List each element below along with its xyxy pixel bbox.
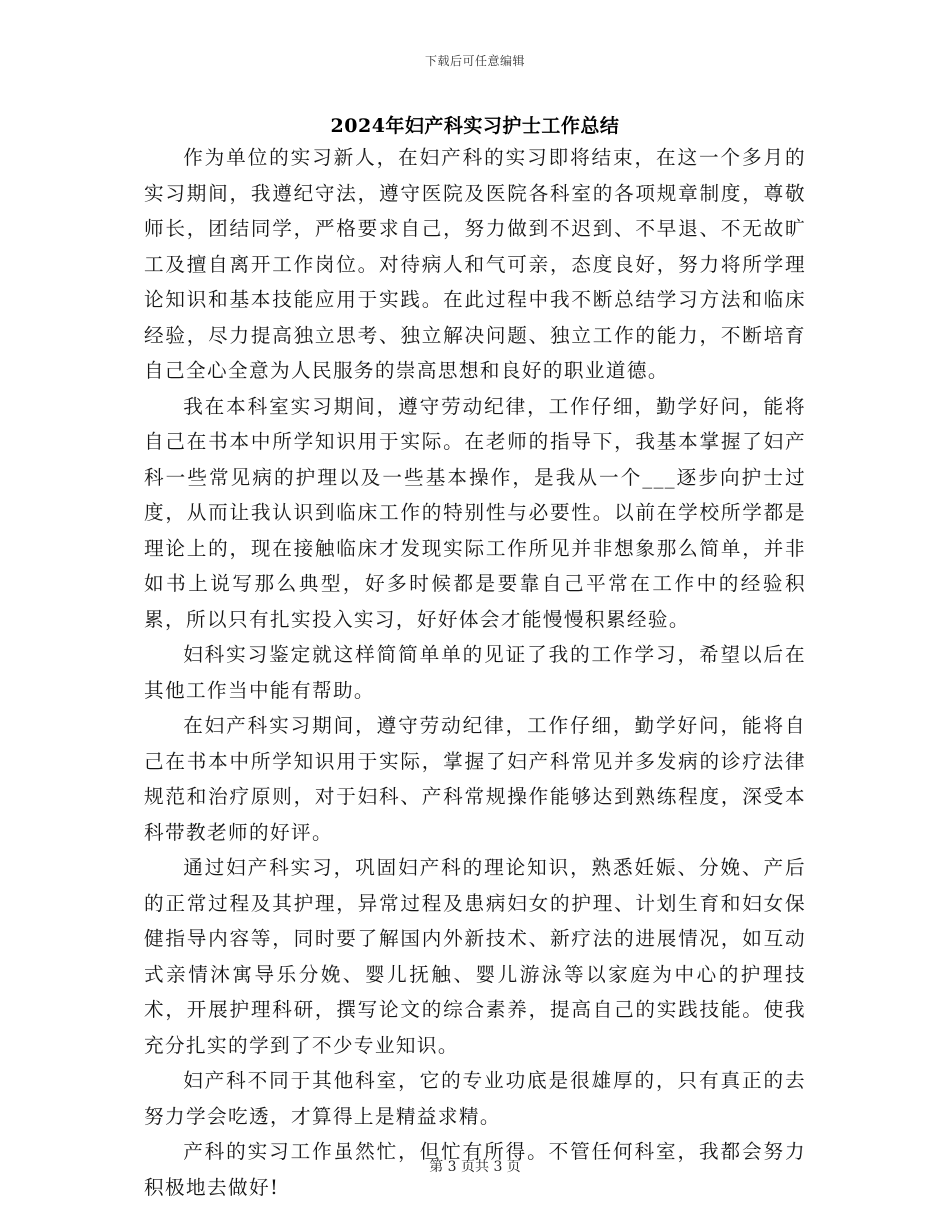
document-title: 2024年妇产科实习护士工作总结	[330, 115, 620, 137]
page-footer: 第 3 页共 3 页	[429, 1159, 521, 1175]
paragraph-4: 在妇产科实习期间，遵守劳动纪律，工作仔细，勤学好问，能将自己在书本中所学知识用于实际，掌握了妇产科常见并多发病的诊疗法律规范和治疗原则，对于妇科、产科常规操作能够达到熟练程度，深受本科带教老师的好评。	[144, 714, 806, 844]
document-body	[144, 140, 806, 1205]
header-note: 下载后可任意编辑	[424, 54, 525, 68]
paragraph-2: 我在本科室实习期间，遵守劳动纪律，工作仔细，勤学好问，能将自己在书本中所学知识用于实际。在老师的指导下，我基本掌握了妇产科一些常见病的护理以及一些基本操作，是我从一个___逐步向护士过度，从而让我认识到临床工作的特别性与必要性。以前在学校所学都是理论上的，现在接触临床才发现实际工作所见并非想象那么简单，并非如书上说写那么典型，好多时候都是要靠自己平常在工作中的经验积累，所以只有扎实投入实习，好好体会才能慢慢积累经验。	[144, 394, 806, 631]
paragraph-6: 妇产科不同于其他科室，它的专业功底是很雄厚的，只有真正的去努力学会吃透，才算得上是精益求精。	[144, 1069, 806, 1128]
paragraph-1: 作为单位的实习新人，在妇产科的实习即将结束，在这一个多月的实习期间，我遵纪守法，遵守医院及医院各科室的各项规章制度，尊敬师长，团结同学，严格要求自己，努力做到不迟到、不早退、不无故旷工及擅自离开工作岗位。对待病人和气可亲，态度良好，努力将所学理论知识和基本技能应用于实践。在此过程中我不断总结学习方法和临床经验，尽力提高独立思考、独立解决问题、独立工作的能力，不断培育自己全心全意为人民服务的崇高思想和良好的职业道德。	[144, 146, 806, 382]
paragraph-5: 通过妇产科实习，巩固妇产科的理论知识，熟悉妊娠、分娩、产后的正常过程及其护理，异常过程及患病妇女的护理、计划生育和妇女保健指导内容等，同时要了解国内外新技术、新疗法的进展情况，如互动式亲情沐寓导乐分娩、婴儿抚触、婴儿游泳等以家庭为中心的护理技术，开展护理科研，撰写论文的综合素养，提高自己的实践技能。使我充分扎实的学到了不少专业知识。	[144, 856, 806, 1057]
paragraph-3: 妇科实习鉴定就这样简简单单的见证了我的工作学习，希望以后在其他工作当中能有帮助。	[144, 643, 806, 702]
paragraph-7: 产科的实习工作虽然忙，但忙有所得。不管任何科室，我都会努力积极地去做好!	[144, 1140, 806, 1199]
